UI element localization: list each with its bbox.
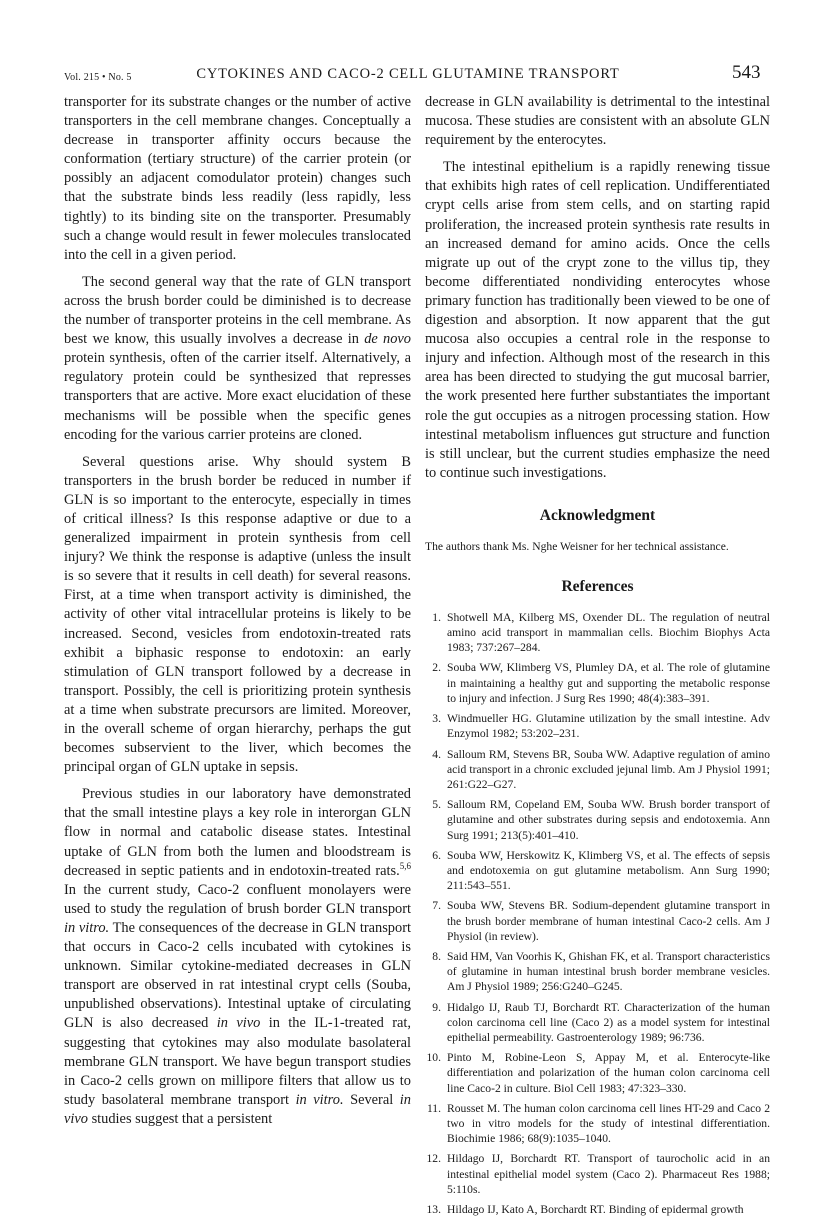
- reference-item: [425, 1050, 770, 1096]
- reference-number: 5.: [432, 798, 441, 812]
- reference-text: Hidalgo IJ, Raub TJ, Borchardt RT. Characterization of the human colon carcinoma cell line (Caco 2) as a model system for intestinal epithelial permeability. Gastroenterology 1989; 96:736.: [447, 1000, 770, 1044]
- reference-text: Salloum RM, Copeland EM, Souba WW. Brush border transport of glutamine and other substrates during sepsis and endotoxemia. Ann Surg 1991; 213(5):401–410.: [447, 798, 770, 842]
- paragraph: Several questions arise. Why should system B transporters in the brush border be reduced in number if GLN is so important to the enterocyte, especially in times of critical illness? Is this response adaptive or due to a generalized impairment in protein synthesis from cell injury? We think the response is adaptive (unless the insult is so severe that it results in cell death) for several reasons. First, at a time when transport activity is diminished, the activity of other vital intracellular proteins is likely to be increased. Second, vesicles from endotoxin-treated rats exhibit a biphasic response to endotoxin: an early stimulation of GLN transport followed by a decrease in transport. Possibly, the cell is prioritizing protein synthesis at a time when substrate precursors are limited. Moreover, in the overall scheme of organ hierarchy, perhaps the gut becomes subservient to the liver, which becomes the principal organ of GLN uptake in sepsis.: [64, 453, 411, 776]
- reference-text: Windmueller HG. Glutamine utilization by the small intestine. Adv Enzymol 1982; 53:202–231.: [447, 712, 770, 741]
- reference-number: 8.: [432, 949, 441, 963]
- reference-item: [425, 1202, 770, 1217]
- reference-text: Shotwell MA, Kilberg MS, Oxender DL. The regulation of neutral amino acid transport in mammalian cells. Biochim Biophys Acta 1983; 737:267–284.: [447, 610, 770, 655]
- acknowledgment-text: The authors thank Ms. Nghe Weisner for her technical assistance.: [425, 539, 729, 553]
- paragraph: The intestinal epithelium is a rapidly renewing tissue that exhibits high rates of cell replication. Undifferentiated crypt cells arise from stem cells, and on starting rapid proliferation, the increased protein synthesis rate results in an increased demand for amino acids. Once the cells migrate up out of the crypt zone to the villus tip, they become differentiated nondividing enterocytes whose primary function has traditionally been viewed to be one of digestion and absorption. It now apparent that the gut mucosa also occupies a central role in the response to injury and infection. Although most of the research in this area has been directed to studying the gut mucosal barrier, the work presented here further substantiates the important role the gut occupies as a nitrogen processing station. How intestinal metabolism influences gut structure and function is still unclear, but the current studies emphasize the need to continue such investigations.: [425, 159, 770, 481]
- reference-number: 2.: [432, 661, 441, 675]
- reference-text: Rousset M. The human colon carcinoma cell lines HT-29 and Caco 2 two in vitro models for the study of intestinal differentiation. Biochimie 1986; 68(9):1035–1040.: [447, 1101, 770, 1146]
- reference-number: 11.: [426, 1101, 441, 1115]
- reference-text: Souba WW, Klimberg VS, Plumley DA, et al. The role of glutamine in maintaining a healthy gut and supporting the metabolic response to injury and infection. J Surg Res 1990; 48(4):383–391.: [447, 661, 770, 705]
- reference-number: 3.: [432, 712, 441, 726]
- references-heading: References: [561, 577, 634, 595]
- reference-item: [425, 1101, 770, 1147]
- reference-item: [425, 848, 770, 894]
- right-column: [425, 93, 770, 1222]
- reference-number: 7.: [432, 899, 441, 913]
- running-title: CYTOKINES AND CACO-2 CELL GLUTAMINE TRANSPORT: [196, 66, 620, 82]
- reference-item: [425, 797, 770, 843]
- reference-number: 1.: [432, 610, 441, 624]
- reference-item: [425, 898, 770, 944]
- reference-item: [425, 660, 770, 706]
- citation-superscript: 5,6: [399, 860, 411, 871]
- reference-text: Souba WW, Herskowitz K, Klimberg VS, et al. The effects of sepsis and endotoxemia on gut glutamine metabolism. Ann Surg 1990; 211:543–551.: [447, 848, 770, 893]
- reference-item: [425, 711, 770, 741]
- reference-text: Said HM, Van Voorhis K, Ghishan FK, et al. Transport characteristics of glutamine in human intestinal brush border membrane vesicles. Am J Physiol 1989; 256:G240–G245.: [447, 949, 770, 994]
- reference-list: [425, 610, 770, 1217]
- reference-number: 10.: [426, 1051, 441, 1065]
- reference-item: [425, 949, 770, 995]
- reference-text: Pinto M, Robine-Leon S, Appay M, et al. Enterocyte-like differentiation and polarization of the human colon carcinoma cell line Caco-2 in culture. Biol Cell 1983; 47:323–330.: [447, 1051, 770, 1095]
- reference-text: Souba WW, Stevens BR. Sodium-dependent glutamine transport in the brush border membrane of human intestinal Caco-2 cells. Am J Physiol (in review).: [447, 899, 770, 943]
- reference-number: 9.: [432, 1000, 441, 1014]
- reference-number: 4.: [432, 747, 441, 761]
- reference-text: Salloum RM, Stevens BR, Souba WW. Adaptive regulation of amino acid transport in a chronic excluded jejunal limb. Am J Physiol 1991; 261:G22–G27.: [447, 747, 770, 791]
- reference-text: Hildago IJ, Borchardt RT. Transport of taurocholic acid in an intestinal epithelial model system (Caco 2). Pharmaceut Res 1988; 5:110s.: [447, 1152, 770, 1196]
- paragraph: The second general way that the rate of GLN transport across the brush border could be diminished is to decrease the number of transporter proteins in the cell membrane. As best we know, this usually involves a decrease in de novo protein synthesis, often of the carrier itself. Alternatively, a regulatory protein could be synthesized that represses transporters that are active. More exact elucidation of these mechanisms will be possible when the specific genes encoding for the various carrier proteins are cloned.: [64, 273, 412, 443]
- left-column: [64, 93, 411, 1129]
- volume-label: Vol. 215 • No. 5: [64, 72, 132, 83]
- paragraph: Previous studies in our laboratory have demonstrated that the small intestine plays a key role in interorgan GLN flow in normal and catabolic disease states. Intestinal uptake of GLN from both the lumen and bloodstream is decreased in septic patients and in endotoxin-treated rats.$^{5,6}$ In the current study, Caco-2 confluent monolayers were used to study the regulation of brush border GLN transport in vitro. The consequences of the decrease in GLN transport that occurs in Caco-2 cells incubated with cytokines is unknown. Similar cytokine-mediated decreases in GLN transport are observed in rat intestinal crypt cells (Souba, unpublished observations). Intestinal uptake of circulating GLN is also decreased in vivo in the IL-1-treated rat, suggesting that cytokines may also modulate basolateral membrane GLN transport. We have begun transport studies in Caco-2 cells grown on millipore filters that allow us to study basolateral membrane transport in vitro. Several in vivo studies suggest that a persistent: [64, 786, 411, 1127]
- reference-number: 6.: [432, 848, 441, 862]
- reference-number: 12.: [426, 1152, 441, 1166]
- paragraph: transporter for its substrate changes or the number of active transporters in the cell membrane changes. Conceptually a decrease in transporter affinity occurs because the conformation (tertiary structure) of the carrier protein (or possibly an adjacent comodulator protein) changes such that the substrate binds less readily (less rapidly, less tightly) to its binding site on the transporter. Presumably such a change would result in fewer molecules translocated into the cell in a given period.: [64, 94, 411, 263]
- reference-item: [425, 1000, 770, 1046]
- acknowledgment-heading: Acknowledgment: [539, 506, 656, 524]
- reference-text: Hildago IJ, Kato A, Borchardt RT. Binding of epidermal growth: [447, 1202, 744, 1216]
- paragraph: decrease in GLN availability is detrimental to the intestinal mucosa. These studies are consistent with an absolute GLN requirement by the enterocytes.: [425, 94, 770, 149]
- reference-item: [425, 610, 770, 656]
- reference-number: 13.: [426, 1202, 441, 1216]
- page-number: 543: [732, 62, 761, 83]
- reference-item: [425, 1151, 770, 1197]
- reference-item: [425, 747, 770, 793]
